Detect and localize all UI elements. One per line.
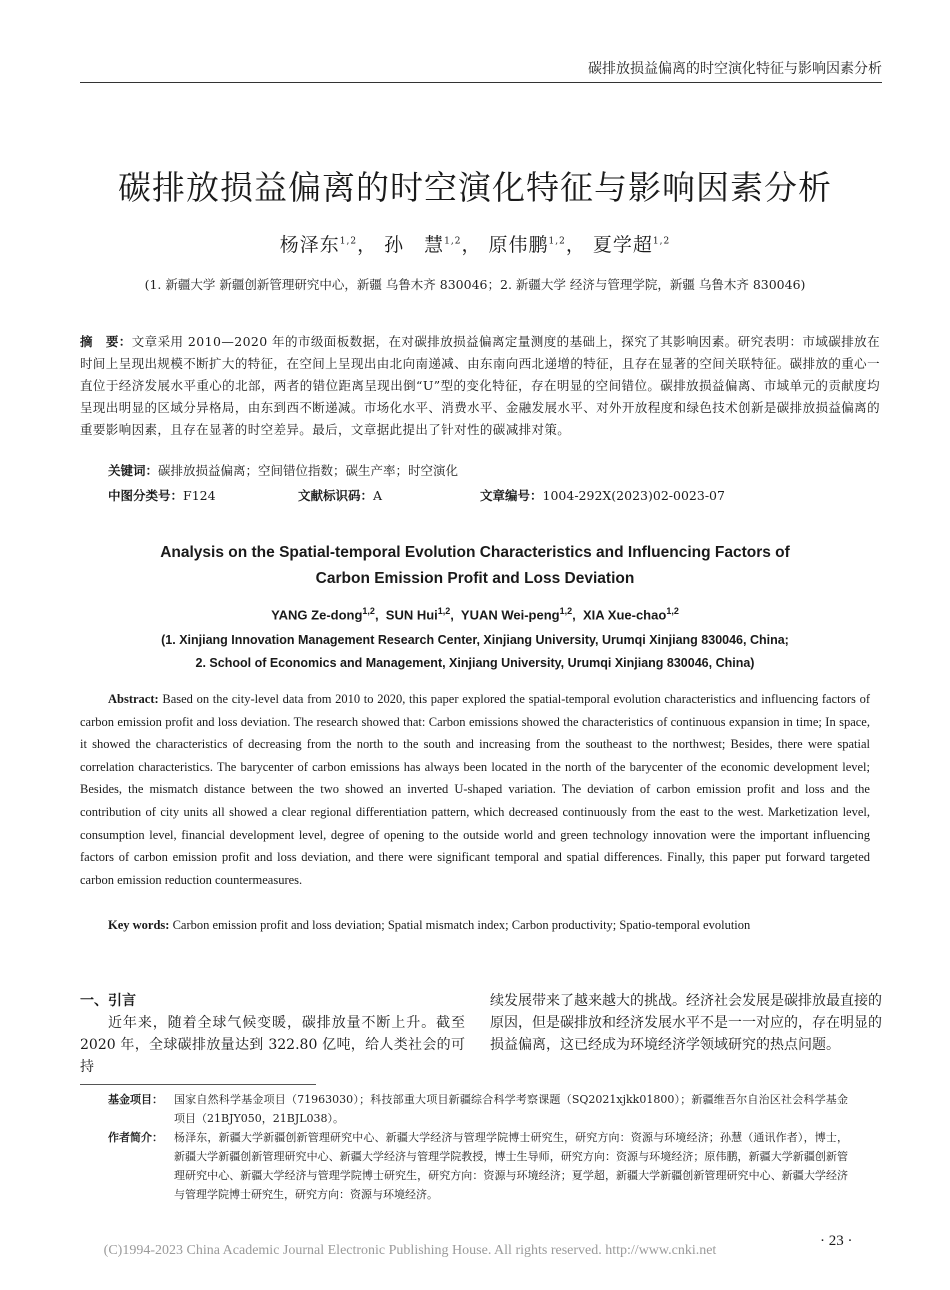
abstract-cn [80,331,880,441]
author-name: 杨泽东 [279,234,340,256]
keywords-cn-label: 关键词： [108,463,159,478]
keywords-en-text: Carbon emission profit and loss deviation; Spatial mismatch index; Carbon productivity; Spatio-temporal evolution [172,918,751,932]
title-en-line: Analysis on the Spatial-temporal Evolution Characteristics and Influencing Factors of [160,544,790,561]
footnote-rule [80,1084,316,1085]
section-heading: 一、引言 [80,993,136,1009]
keywords-en [108,914,950,936]
author-note [108,1128,848,1204]
title-en [0,540,950,592]
fund-note [108,1090,848,1128]
page-number: · 23 · [820,1233,853,1249]
body-column-right [490,990,882,1056]
doc-value: A [373,488,383,503]
author-text: 杨泽东，新疆大学新疆创新管理研究中心、新疆大学经济与管理学院博士研究生，研究方向：资源与环境经济；孙慧（通讯作者），博士，新疆大学新疆创新管理研究中心、新疆大学经济与管理学院教授，博士生导师，研究方向：资源与环境经济；原伟鹏，新疆大学新疆创新管理研究中心、新疆大学经济与管理学院博士研究生，研究方向：资源与环境经济；夏学超，新疆大学新疆创新管理研究中心、新疆大学经济与管理学院博士研究生，研究方向：资源与环境经济。 [174,1131,848,1201]
affiliation-en-line: 2. School of Economics and Management, Xinjiang University, Urumqi Xinjiang 830046, China) [195,656,755,670]
author-label: 作者简介： [108,1131,163,1144]
abstract-en-text: Based on the city-level data from 2010 to 2020, this paper explored the spatial-temporal evolution characteristics and influencing factors of carbon emission profit and loss deviation. The research showed that: Carbon emissions showed the characteristics of continuous expansion in time; In space, it showed the characteristics of decreasing from the north to the south and increasing from the southeast to the northwest; Besides, there were spatial correlation characteristics. The barycenter of carbon emissions has always been located in the north of the barycenter of the economic development level; Besides, the mismatch distance between the two showed an inverted U-shaped variation. The deviation of carbon emission profit and loss and the contribution of city units all showed a clear regional differentiation pattern, which decreased continuously from the east to the west. Marketization level, consumption level, financial development level, degree of opening to the outside world and green technology innovation were the important influencing factors of carbon emission profit and loss deviation, and there were significant temporal and spatial differences. Finally, this paper put forward targeted carbon emission reduction countermeasures. [80,692,871,887]
keywords-en-label: Key words: [108,918,170,932]
body-paragraph: 续发展带来了越来越大的挑战。经济社会发展是碳排放最直接的原因，但是碳排放和经济发展水平不是一一对应的，存在明显的损益偏离，这已经成为环境经济学领域研究的热点问题。 [490,993,882,1053]
footnotes [108,1090,848,1204]
authors-en: YANG Ze-dong$^{1,2}$, SUN Hui$^{1,2}$, YUAN Wei-peng$^{1,2}$, XIA Xue-chao$^{1,2}$ [271,606,679,623]
clc-number [108,486,216,504]
doc-code [298,486,382,504]
author-name-en: YANG Ze-dong [271,607,363,623]
abstract-en-label: Abstract: [108,692,159,706]
author-name-en: SUN Hui [385,607,438,623]
clc-value: F124 [183,488,216,503]
author-sup: 1,2 [437,606,451,616]
body-paragraph: 近年来，随着全球气候变暖，碳排放量不断上升。截至 2020 年，全球碳排放量达到 322.80 亿吨，给人类社会的可持 [80,1015,465,1075]
article-number [480,486,725,504]
author-sup: 1,2 [362,606,375,616]
author-sup: 1,2 [666,606,679,616]
affiliation-en-line: (1. Xinjiang Innovation Management Research Center, Xinjiang University, Urumqi Xinjiang 830046, China; [161,633,789,647]
author-name-en: YUAN Wei-peng [460,607,560,623]
author-sup: 1,2 [548,236,566,247]
author-sup: 1,2 [559,606,573,616]
doc-label: 文献标识码： [298,488,374,503]
author-name-en: XIA Xue-chao [582,607,667,623]
author-name: 孙 慧 [384,234,445,256]
authors-cn: 杨泽东$^{1,2}$， 孙 慧$^{1,2}$， 原伟鹏$^{1,2}$， 夏学超$^{1,2}$ [279,234,671,256]
author-sup: 1,2 [339,236,358,247]
keywords-cn [108,461,888,479]
affiliation-cn: (1. 新疆大学 新疆创新管理研究中心，新疆 乌鲁木齐 830046；2. 新疆大学 经济与管理学院，新疆 乌鲁木齐 830046) [144,277,806,292]
title-en-line: Carbon Emission Profit and Loss Deviation [315,570,635,587]
clc-label: 中图分类号： [108,488,184,503]
copyright-notice: (C)1994-2023 China Academic Journal Electronic Publishing House. All rights reserved. http://www.cnki.net [103,1243,717,1258]
title-cn: 碳排放损益偏离的时空演化特征与影响因素分析 [118,168,832,207]
author-sup: 1,2 [652,236,671,247]
keywords-cn-text: 碳排放损益偏离；空间错位指数；碳生产率；时空演化 [158,463,459,478]
author-name: 原伟鹏 [488,234,549,256]
article-label: 文章编号： [480,488,543,503]
abstract-en [80,688,870,891]
author-sup: 1,2 [444,236,462,247]
article-value: 1004-292X(2023)02-0023-07 [542,488,725,503]
abstract-cn-text: 文章采用 2010—2020 年的市级面板数据，在对碳排放损益偏离定量测度的基础上，探究了其影响因素。研究表明：市域碳排放在时间上呈现出规模不断扩大的特征，在空间上呈现出由北向南递减、由东南向西北递增的特征，且存在显著的空间关联特征。碳排放的重心一直位于经济发展水平重心的北部，两者的错位距离呈现出倒“U”型的变化特征，存在明显的空间错位。碳排放损益偏离、市域单元的贡献度均呈现出明显的区域分异格局，由东到西不断递减。市场化水平、消费水平、金融发展水平、对外开放程度和绿色技术创新是碳排放损益偏离的重要影响因素，且存在显著的时空差异。最后，文章据此提出了针对性的碳减排对策。 [80,334,880,437]
running-head: 碳排放损益偏离的时空演化特征与影响因素分析 [588,61,882,77]
author-name: 夏学超 [592,234,653,256]
fund-label: 基金项目： [108,1093,163,1106]
body-column-left [80,990,465,1078]
header-rule [80,82,882,83]
fund-text: 国家自然科学基金项目（71963030）；科技部重大项目新疆综合科学考察课题（SQ2021xjkk01800）；新疆维吾尔自治区社会科学基金项目（21BJY050，21BJL038）。 [174,1093,848,1125]
affiliation-en [0,629,950,675]
abstract-cn-label: 摘 要： [80,334,132,349]
